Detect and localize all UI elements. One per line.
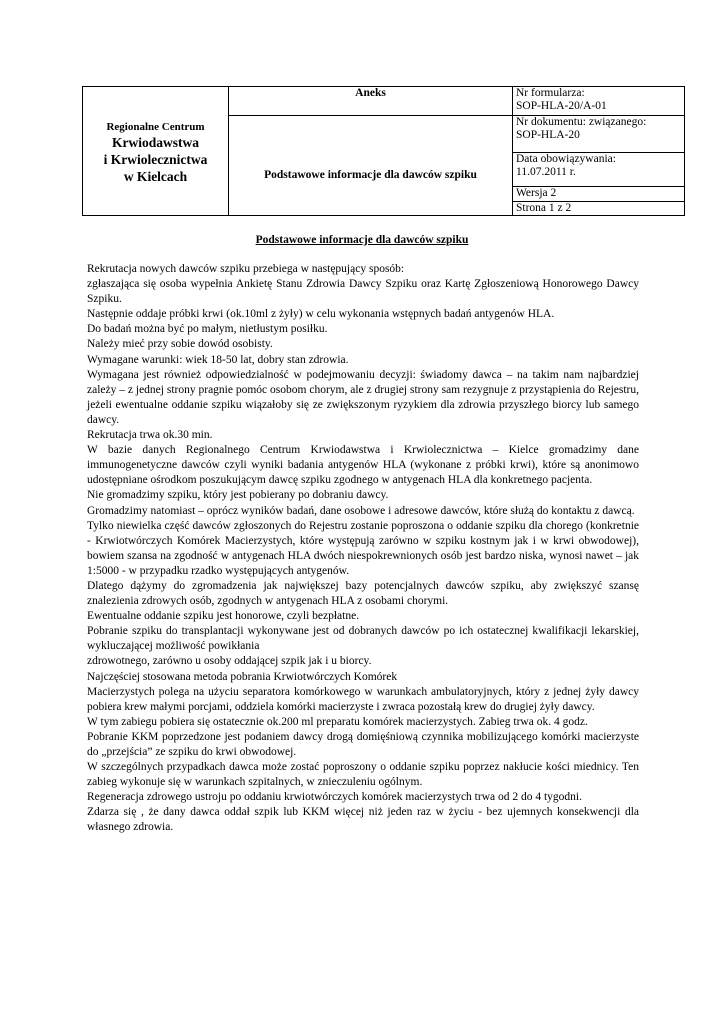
organization-name-line1: Regionalne Centrum bbox=[106, 121, 205, 133]
organization-name-line3: i Krwiolecznictwa bbox=[103, 152, 208, 167]
paragraph: zdrowotnego, zarówno u osoby oddającej szpik jak i u biorcy. bbox=[87, 655, 372, 668]
form-number-cell bbox=[513, 87, 685, 116]
document-body bbox=[87, 262, 639, 836]
paragraph: Pobranie szpiku do transplantacji wykonywane jest od dobranych dawców po ich ostatecznej kwalifikacji lekarskiej, wykluczającej możliwość powikłania bbox=[87, 625, 639, 653]
paragraph: Pobranie KKM poprzedzone jest podaniem dawcy drogą domięśniową czynnika mobilizującego komórki macierzyste do „przejścia” ze szpiku do krwi obwodowej. bbox=[87, 730, 639, 758]
paragraph: Najczęściej stosowana metoda pobrania Krwiotwórczych Komórek bbox=[87, 670, 398, 683]
organization-name-line4: w Kielcach bbox=[123, 169, 188, 184]
organization-cell bbox=[83, 87, 229, 216]
page-number-label: Strona 1 z 2 bbox=[513, 202, 685, 216]
paragraph: Tylko niewielka część dawców zgłoszonych do Rejestru zostanie poproszona o oddanie szpiku dla chorego (konkretnie - Krwiotwórczych Komórek Macierzystych, które występują zarówno w szpiku kostnym jak i w krwi obwodowej), bowiem szansa na zgodność w antygenach HLA dwóch niespokrewnionych osób jest bardzo niska, wynosi nawet – jak 1:5000 - w przypadku rzadko występujących antygenów. bbox=[87, 519, 639, 577]
paragraph: Nie gromadzimy szpiku, który jest pobierany po dobraniu dawcy. bbox=[87, 489, 389, 502]
paragraph: Zdarza się , że dany dawca oddał szpik lub KKM więcej niż jeden raz w życiu - bez ujemnych konsekwencji dla własnego zdrowia. bbox=[87, 806, 639, 834]
paragraph: Rekrutacja nowych dawców szpiku przebiega w następujący sposób: bbox=[87, 263, 405, 275]
organization-name-line2: Krwiodawstwa bbox=[112, 135, 199, 150]
form-number: SOP-HLA-20/A-01 bbox=[516, 100, 607, 112]
related-document-cell bbox=[513, 116, 685, 153]
valid-from-cell bbox=[513, 153, 685, 187]
document-header-table bbox=[82, 86, 685, 216]
paragraph: Gromadzimy natomiast – oprócz wyników badań, dane osobowe i adresowe dawców, które służą do kontaktu z dawcą. bbox=[87, 504, 635, 517]
paragraph: Regeneracja zdrowego ustroju po oddaniu krwiotwórczych komórek macierzystych trwa od 2 do 4 tygodni. bbox=[87, 791, 582, 804]
valid-from-label: Data obowiązywania: bbox=[516, 153, 616, 165]
paragraph: Macierzystych polega na użyciu separatora komórkowego w warunkach ambulatoryjnych, który z jednej żyły dawcy pobiera krew małymi porcjami, oddziela komórki macierzyste i zwraca pozostałą krew do drugiej żyły dawcy. bbox=[87, 685, 639, 713]
related-document-label: Nr dokumentu: związanego: bbox=[516, 116, 647, 128]
paragraph: Wymagane warunki: wiek 18-50 lat, dobry stan zdrowia. bbox=[87, 353, 349, 366]
paragraph: W szczególnych przypadkach dawca może zostać poproszony o oddanie szpiku poprzez nakłucie kości miednicy. Ten zabieg wykonuje się w warunkach szpitalnych, w znieczuleniu ogólnym. bbox=[87, 761, 639, 789]
paragraph: Rekrutacja trwa ok.30 min. bbox=[87, 429, 213, 442]
paragraph: W tym zabiegu pobiera się ostatecznie ok.200 ml preparatu komórek macierzystych. Zabieg trwa ok. 4 godz. bbox=[87, 715, 588, 728]
valid-from-date: 11.07.2011 r. bbox=[516, 166, 576, 178]
related-document-number: SOP-HLA-20 bbox=[516, 129, 580, 141]
paragraph: Ewentualne oddanie szpiku jest honorowe, czyli bezpłatne. bbox=[87, 610, 360, 623]
form-number-label: Nr formularza: bbox=[516, 87, 585, 99]
document-title: Podstawowe informacje dla dawców szpiku bbox=[229, 116, 513, 216]
paragraph: Należy mieć przy sobie dowód osobisty. bbox=[87, 338, 273, 351]
section-heading: Podstawowe informacje dla dawców szpiku bbox=[255, 234, 469, 246]
annex-label: Aneks bbox=[229, 87, 513, 116]
paragraph: Do badań można być po małym, nietłustym posiłku. bbox=[87, 323, 328, 336]
paragraph: Wymagana jest również odpowiedzialność w podejmowaniu decyzji: świadomy dawca – na takim nam najbardziej zależy – z jednej strony pragnie pomóc osobom chorym, ale z drugiej strony sam rezygnuje z przystąpienia do Rejestru, jeżeli ewentualne oddanie szpiku wiązałoby się ze zwiększonym ryzykiem dla zdrowia przyszłego biorcy lub samego dawcy. bbox=[87, 368, 639, 426]
paragraph: W bazie danych Regionalnego Centrum Krwiodawstwa i Krwiolecznictwa – Kielce gromadzimy dane immunogenetyczne dawców czyli wyniki badania antygenów HLA (wykonane z próbki krwi), które są anonimowo udostępniane ośrodkom poszukującym dawcę szpiku zgodnego w antygenach HLA dla konkretnego pacjenta. bbox=[87, 444, 639, 487]
paragraph: Dlatego dążymy do zgromadzenia jak największej bazy potencjalnych dawców szpiku, aby zwiększyć szansę znalezienia zdrowych osób, zgodnych w antygenach HLA z osobami chorymi. bbox=[87, 579, 639, 608]
paragraph: Następnie oddaje próbki krwi (ok.10ml z żyły) w celu wykonania wstępnych badań antygenów HLA. bbox=[87, 308, 555, 321]
version-label: Wersja 2 bbox=[513, 187, 685, 202]
paragraph: zgłaszająca się osoba wypełnia Ankietę Stanu Zdrowia Dawcy Szpiku oraz Kartę Zgłoszeniową Honorowego Dawcy Szpiku. bbox=[87, 278, 639, 306]
